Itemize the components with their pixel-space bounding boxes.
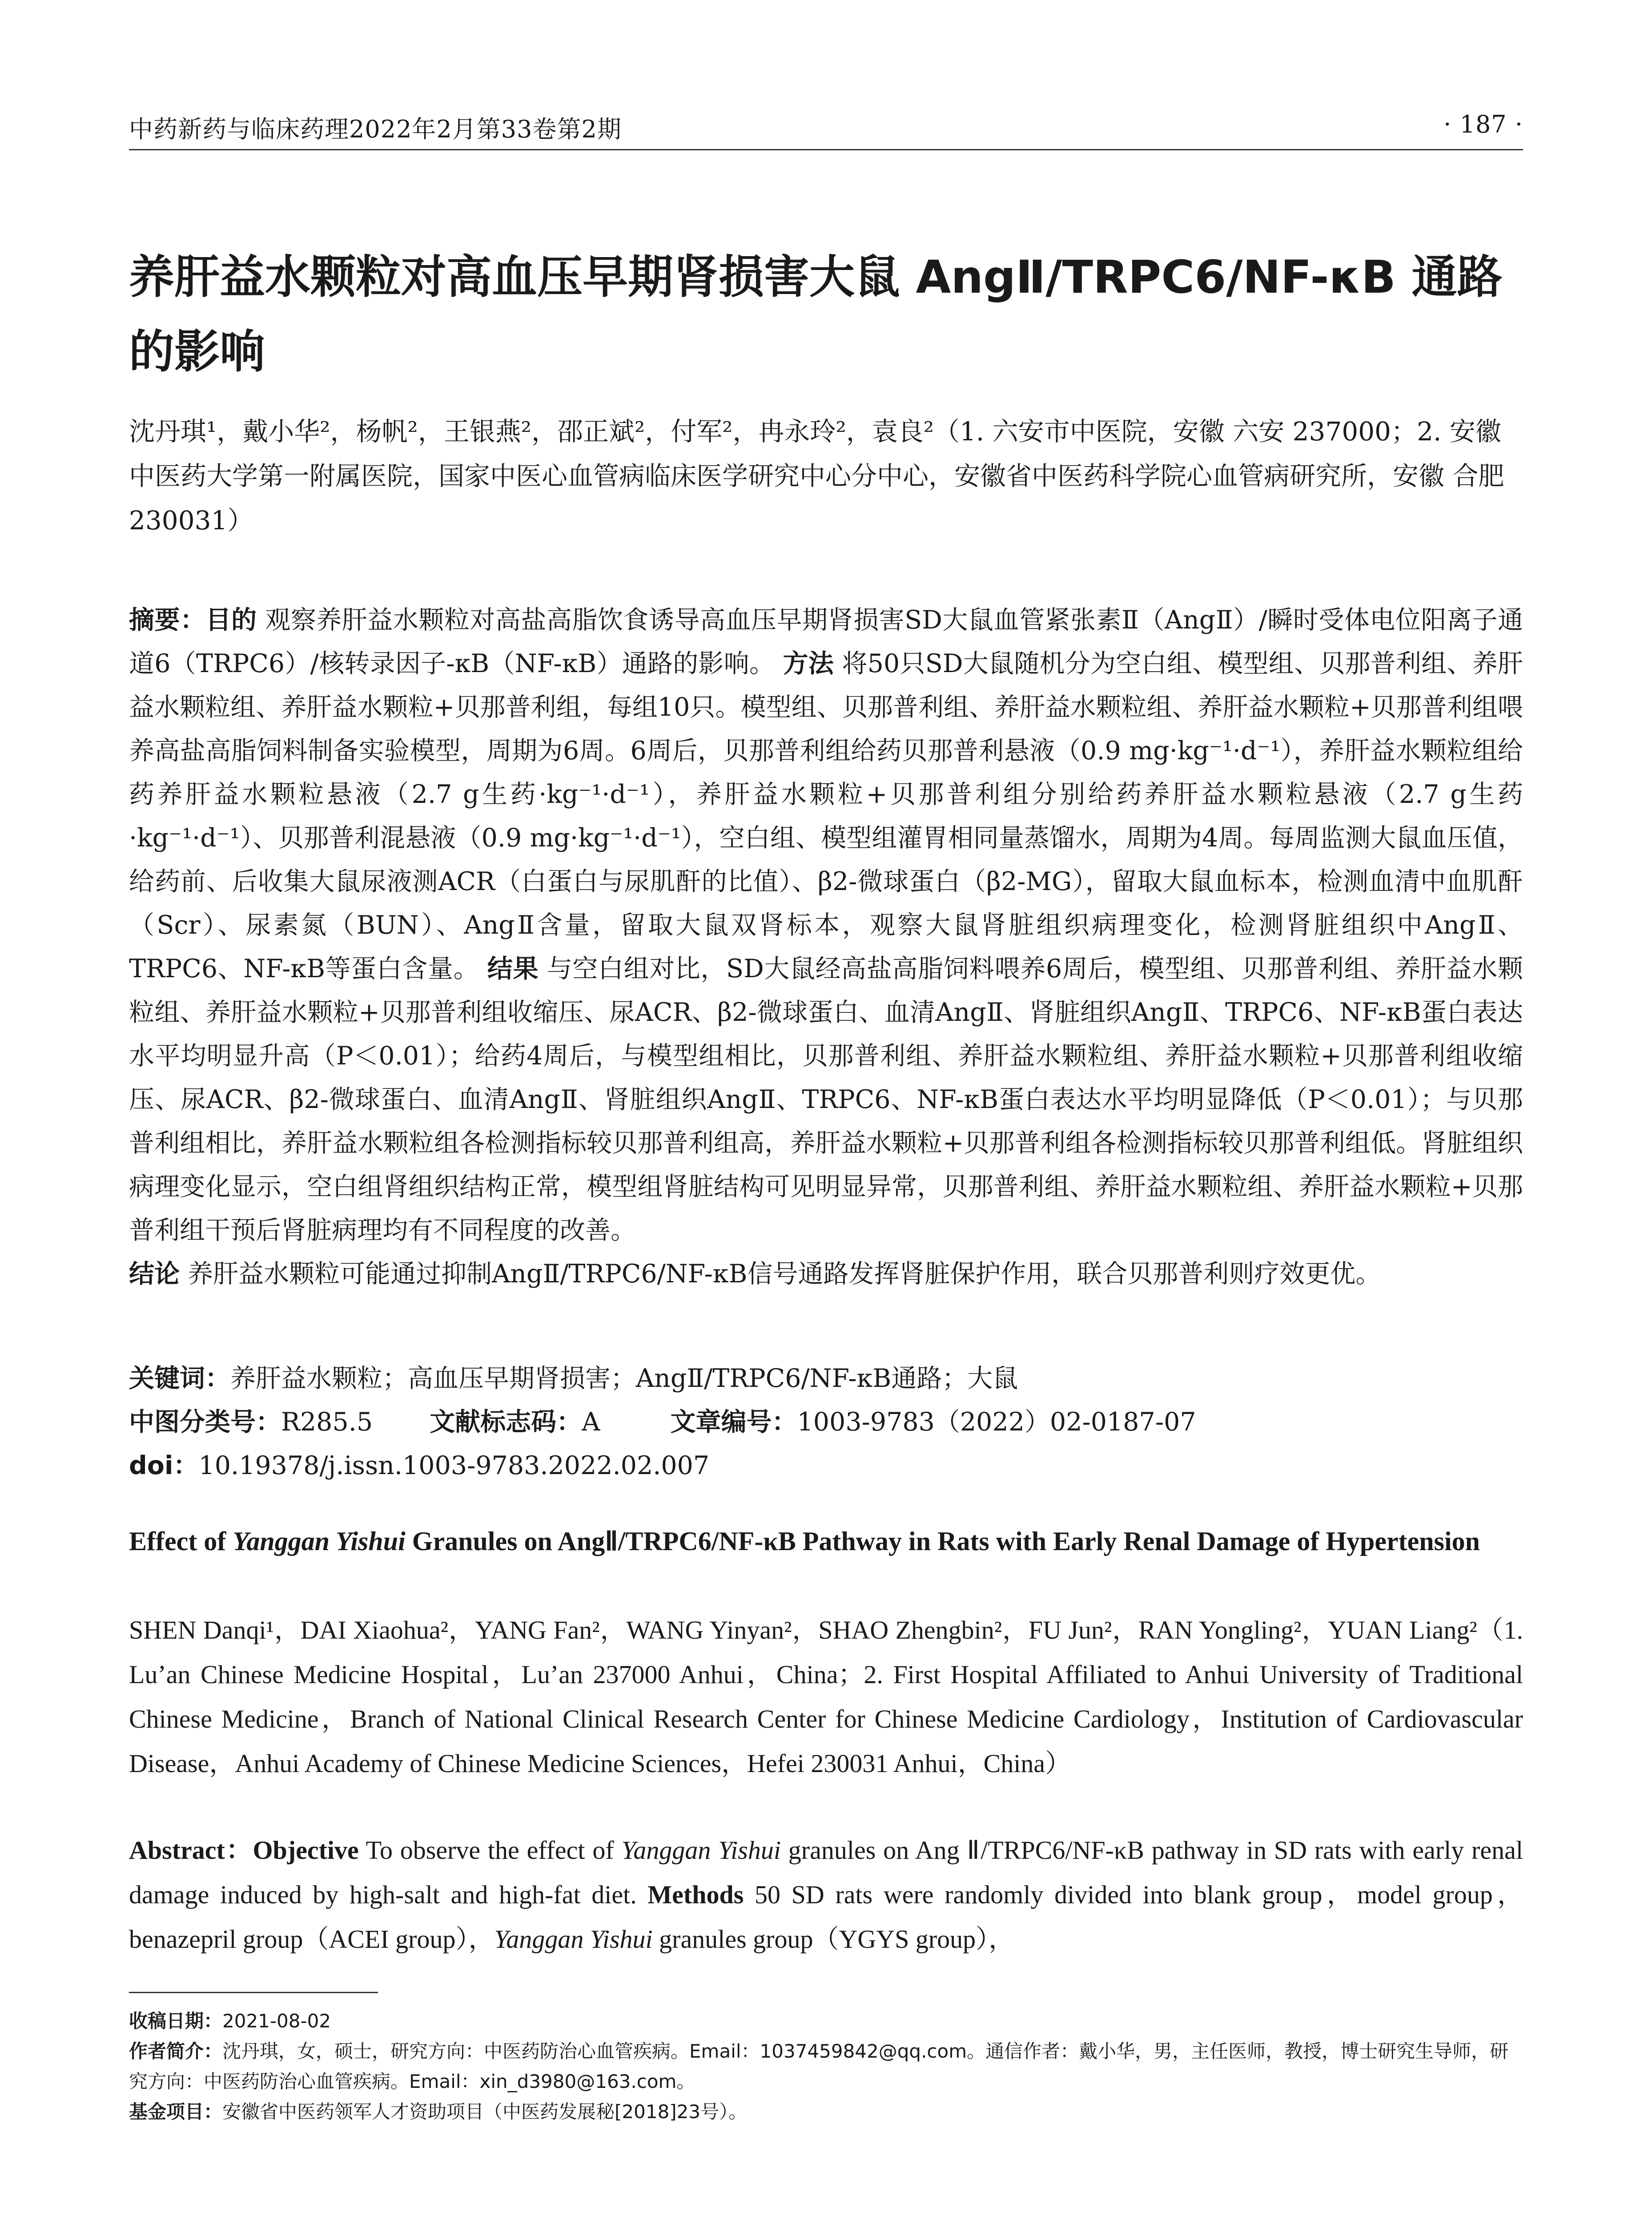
english-title-part: Effect of (129, 1527, 233, 1556)
doi-label: doi： (129, 1451, 199, 1480)
funding-value: 安徽省中医药领军人才资助项目（中医药发展秘[2018]23号）。 (222, 2101, 748, 2123)
author-bio-value: 沈丹琪，女，硕士，研究方向：中医药防治心血管疾病。Email：1037459842@qq.com。通信作者：戴小华，男，主任医师，教授，博士研究生导师，研究方向：中医药防治心血管疾病。Email：xin_d3980@163.com。 (129, 2040, 1509, 2092)
funding-label: 基金项目： (129, 2101, 223, 2123)
english-abstract-italic: Yanggan Yishui (621, 1836, 781, 1865)
results-label: 结果 (487, 954, 539, 983)
page-number: · 187 · (1443, 110, 1523, 138)
article-number-label: 文章编号： (670, 1407, 797, 1437)
english-abstract-label: Abstract：Objective (129, 1836, 359, 1865)
classification-line (129, 1400, 1523, 1444)
paper-title: 养肝益水颗粒对高血压早期肾损害大鼠 AngⅡ/TRPC6/NF-κB 通路的影响 (129, 251, 1503, 379)
abstract-objective: 观察养肝益水颗粒对高盐高脂饮食诱导高血压早期肾损害SD大鼠血管紧张素Ⅱ（AngⅡ）/瞬时受体电位阳离子通道6（TRPC6）/核转录因子-κB（NF-κB）通路的影响。 (129, 605, 1523, 678)
article-number-value: 1003-9783（2022）02-0187-07 (797, 1407, 1196, 1437)
funding (129, 2097, 1523, 2127)
conclusion-label: 结论 (129, 1259, 180, 1289)
english-title-italic: Yanggan Yishui (233, 1527, 406, 1556)
abstract-results: 与空白组对比，SD大鼠经高盐高脂饲料喂养6周后，模型组、贝那普利组、养肝益水颗粒组、养肝益水颗粒+贝那普利组收缩压、尿ACR、β2-微球蛋白、血清AngⅡ、肾脏组织AngⅡ、TRPC6、NF-κB蛋白表达水平均明显升高（P＜0.01）；给药4周后，与模型组相比，贝那普利组、养肝益水颗粒组、养肝益水颗粒+贝那普利组收缩压、尿ACR、β2-微球蛋白、血清AngⅡ、肾脏组织AngⅡ、TRPC6、NF-κB蛋白表达水平均明显降低（P＜0.01）；与贝那普利组相比，养肝益水颗粒组各检测指标较贝那普利组高，养肝益水颗粒+贝那普利组各检测指标较贝那普利组低。肾脏组织病理变化显示，空白组肾组织结构正常，模型组肾脏结构可见明显异常，贝那普利组、养肝益水颗粒组、养肝益水颗粒+贝那普利组干预后肾脏病理均有不同程度的改善。 (129, 954, 1523, 1245)
received-value: 2021-08-02 (222, 2010, 331, 2032)
abstract-methods: 将50只SD大鼠随机分为空白组、模型组、贝那普利组、养肝益水颗粒组、养肝益水颗粒+贝那普利组，每组10只。模型组、贝那普利组、养肝益水颗粒组、养肝益水颗粒+贝那普利组喂养高盐高脂饲料制备实验模型，周期为6周。6周后，贝那普利组给药贝那普利悬液（0.9 mg·kg⁻¹·d⁻¹），养肝益水颗粒组给药养肝益水颗粒悬液（2.7 g生药·kg⁻¹·d⁻¹），养肝益水颗粒+贝那普利组分别给药养肝益水颗粒悬液（2.7 g生药·kg⁻¹·d⁻¹）、贝那普利混悬液（0.9 mg·kg⁻¹·d⁻¹），空白组、模型组灌胃相同量蒸馏水，周期为4周。每周监测大鼠血压值，给药前、后收集大鼠尿液测ACR（白蛋白与尿肌酐的比值）、β2-微球蛋白（β2-MG），留取大鼠血标本，检测血清中血肌酐（Scr）、尿素氮（BUN）、AngⅡ含量，留取大鼠双肾标本，观察大鼠肾脏组织病理变化，检测肾脏组织中AngⅡ、TRPC6、NF-κB等蛋白含量。 (129, 649, 1523, 983)
keywords-line (129, 1357, 1523, 1400)
footnote-rule (129, 1992, 378, 1993)
english-authors: SHEN Danqi¹，DAI Xiaohua²，YANG Fan²，WANG Yinyan²，SHAO Zhengbin²，FU Jun²，RAN Yongling²，YUAN Liang²（1. Lu’an Chinese Medicine Hospital，Lu’an 237000 Anhui，China；2. First Hospital Affiliated to Anhui University of Traditional Chinese Medicine，Branch of National Clinical Research Center for Chinese Medicine Cardiology，Institution of Cardiovascular Disease，Anhui Academy of Chinese Medicine Sciences，Hefei 230031 Anhui，China） (129, 1616, 1523, 1778)
doi-value[interactable]: 10.19378/j.issn.1003-9783.2022.02.007 (198, 1451, 710, 1480)
doi-line (129, 1444, 1523, 1487)
abstract-conclusion: 养肝益水颗粒可能通过抑制AngⅡ/TRPC6/NF-κB信号通路发挥肾脏保护作用，联合贝那普利则疗效更优。 (188, 1259, 1381, 1289)
english-abstract-text: granules group（YGYS group）， (652, 1925, 1015, 1954)
doc-code-value: A (582, 1407, 600, 1437)
clc-label: 中图分类号： (129, 1407, 281, 1437)
author-list: 沈丹琪¹，戴小华²，杨帆²，王银燕²，邵正斌²，付军²，冉永玲²，袁良²（1. 六安市中医院，安徽 六安 237000；2. 安徽中医药大学第一附属医院，国家中医心血管病临床医学研究中心分中心，安徽省中医药科学院心血管病研究所，安徽 合肥 230031） (129, 416, 1504, 536)
english-abstract-text: To observe the effect of (366, 1836, 622, 1865)
english-title-part: Granules on AngⅡ/TRPC6/NF-κB Pathway in Rats with Early Renal Damage of Hypertension (405, 1527, 1480, 1556)
methods-label: 方法 (783, 649, 834, 678)
clc-value: R285.5 (281, 1407, 373, 1437)
journal-header: 中药新药与临床药理2022年2月第33卷第2期 (129, 115, 622, 143)
author-bio-label: 作者简介： (129, 2040, 223, 2062)
footnotes (129, 2006, 1523, 2127)
header-rule (129, 149, 1523, 150)
english-title (129, 1519, 1523, 1563)
english-abstract-text: granules on Ang Ⅱ/TRPC6/NF-κB pathway in SD rats with early renal damage induced by high-salt and high-fat diet. (129, 1836, 1523, 1909)
english-abstract (129, 1828, 1523, 1962)
english-abstract-text: 50 SD rats were randomly divided into blank group，model group，benazepril group（ACEI group）， (129, 1880, 1523, 1954)
abstract-label: 摘要：目的 (129, 605, 257, 635)
doc-code-label: 文献标志码： (430, 1407, 582, 1437)
keywords-value: 养肝益水颗粒；高血压早期肾损害；AngⅡ/TRPC6/NF-κB通路；大鼠 (230, 1364, 1018, 1393)
keywords-label: 关键词： (129, 1364, 230, 1393)
received-label: 收稿日期： (129, 2010, 223, 2032)
received-date (129, 2006, 1523, 2036)
chinese-abstract (129, 598, 1523, 1296)
english-abstract-italic: Yanggan Yishui (494, 1925, 653, 1954)
english-methods-label: Methods (647, 1880, 744, 1909)
author-bio (129, 2036, 1523, 2097)
